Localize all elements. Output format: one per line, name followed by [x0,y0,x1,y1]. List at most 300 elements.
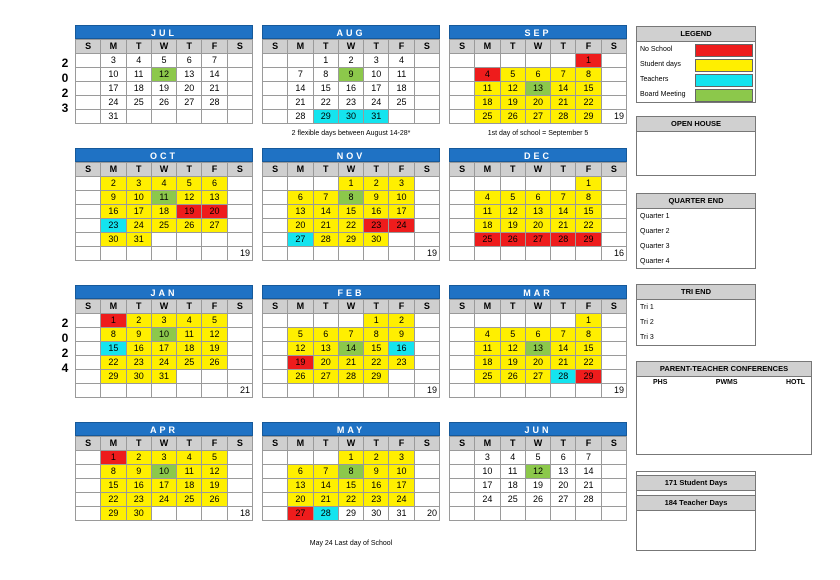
empty-day-cell [202,384,227,398]
day-cell: 22 [101,493,126,507]
day-cell: 1 [576,314,601,328]
month-table [75,436,253,521]
empty-day-cell [263,54,288,68]
empty-day-cell [76,247,101,261]
weekday-label: F [389,163,414,177]
day-cell: 26 [500,110,525,124]
day-cell: 16 [364,479,389,493]
week-row [263,328,440,342]
week-row [263,110,440,124]
week-row [263,493,440,507]
day-cell: 22 [576,96,601,110]
week-row [450,191,627,205]
empty-day-cell [76,465,101,479]
week-row [76,110,253,124]
day-cell: 16 [126,342,151,356]
week-row [76,384,253,398]
day-cell: 17 [389,205,414,219]
empty-day-cell [500,54,525,68]
day-cell: 12 [177,191,202,205]
empty-day-cell [601,177,626,191]
empty-day-cell [227,191,252,205]
week-row [263,479,440,493]
day-cell: 18 [126,82,151,96]
day-cell: 4 [500,451,525,465]
day-cell: 8 [364,328,389,342]
month-header: MAR [449,285,627,299]
day-cell: 4 [151,177,176,191]
weekday-label: T [313,163,338,177]
day-cell: 20 [525,356,550,370]
empty-day-cell [414,465,439,479]
empty-day-cell [76,110,101,124]
week-row [450,479,627,493]
day-cell: 25 [151,219,176,233]
week-row [450,110,627,124]
empty-day-cell [525,314,550,328]
empty-day-cell [76,191,101,205]
day-cell: 1 [313,54,338,68]
week-row [263,342,440,356]
day-cell: 11 [177,465,202,479]
empty-day-cell [227,493,252,507]
empty-day-cell [450,96,475,110]
month-jun [449,422,627,521]
day-cell: 6 [288,191,313,205]
empty-day-cell [500,177,525,191]
empty-day-cell [500,314,525,328]
empty-day-cell [450,68,475,82]
day-cell: 15 [364,342,389,356]
week-row [450,356,627,370]
day-cell: 11 [475,205,500,219]
day-cell: 15 [101,342,126,356]
empty-day-cell [227,177,252,191]
empty-day-cell [450,191,475,205]
weekday-label: F [576,163,601,177]
week-row [450,68,627,82]
day-cell: 17 [389,479,414,493]
empty-day-cell [126,247,151,261]
weekday-label: M [101,437,126,451]
empty-day-cell [151,233,176,247]
weekday-label: F [576,40,601,54]
day-cell: 5 [151,54,176,68]
week-row [76,465,253,479]
teacher-days-total: 184 Teacher Days [637,495,755,511]
empty-day-cell [414,493,439,507]
week-row [450,219,627,233]
empty-day-cell [450,507,475,521]
empty-day-cell [389,110,414,124]
empty-day-cell [101,384,126,398]
empty-day-cell [601,493,626,507]
empty-day-cell [263,479,288,493]
empty-day-cell [288,247,313,261]
month-may [262,422,440,521]
quarter-end-title: QUARTER END [637,194,755,209]
legend-item-no-school [637,42,755,57]
weekday-label: S [414,437,439,451]
empty-day-cell [263,493,288,507]
weekday-label: S [450,163,475,177]
day-cell: 24 [364,96,389,110]
empty-day-cell [601,191,626,205]
day-cell: 25 [177,356,202,370]
day-cell: 25 [475,370,500,384]
day-cell: 13 [525,205,550,219]
empty-day-cell [263,233,288,247]
day-cell: 2 [389,314,414,328]
day-cell: 18 [389,82,414,96]
legend-item-board-meeting [637,87,755,102]
day-cell: 28 [313,233,338,247]
empty-day-cell [450,356,475,370]
day-cell: 27 [525,110,550,124]
day-cell: 28 [551,370,576,384]
empty-day-cell [389,247,414,261]
week-row [76,82,253,96]
month-oct [75,148,253,261]
day-cell: 1 [101,314,126,328]
empty-day-cell [177,384,202,398]
month-mar [449,285,627,398]
empty-day-cell [227,328,252,342]
month-table [449,39,627,124]
weekday-label: S [227,300,252,314]
day-cell: 3 [126,177,151,191]
empty-day-cell [414,342,439,356]
day-cell: 19 [202,342,227,356]
legend-label: Board Meeting [640,91,686,98]
week-row [450,384,627,398]
empty-day-cell [450,342,475,356]
day-cell: 20 [551,479,576,493]
quarter-2: Quarter 2 [640,228,670,235]
year-digit: 0 [61,331,69,345]
weekday-label: M [288,300,313,314]
month-header: JUN [449,422,627,436]
empty-day-cell [500,507,525,521]
day-cell: 20 [525,96,550,110]
empty-day-cell [76,507,101,521]
day-cell: 14 [551,82,576,96]
day-cell: 6 [177,54,202,68]
weekday-label: W [338,40,363,54]
day-cell: 2 [338,54,363,68]
empty-day-cell [525,384,550,398]
day-cell: 12 [288,342,313,356]
day-cell: 4 [475,191,500,205]
day-cell: 18 [475,356,500,370]
week-row [76,233,253,247]
empty-day-cell [450,328,475,342]
week-row [76,507,253,521]
day-cell: 15 [338,479,363,493]
day-cell: 28 [551,233,576,247]
empty-day-cell [76,384,101,398]
week-row [263,96,440,110]
day-cell: 4 [126,54,151,68]
week-row [76,177,253,191]
empty-day-cell [601,54,626,68]
day-cell: 15 [101,479,126,493]
weekday-label: T [126,437,151,451]
day-count: 19 [227,247,252,261]
weekday-label: S [76,437,101,451]
empty-day-cell [414,54,439,68]
day-cell: 19 [500,96,525,110]
empty-day-cell [101,247,126,261]
day-cell: 23 [126,493,151,507]
note-september: 1st day of school = September 5 [487,130,589,137]
month-header: APR [75,422,253,436]
empty-day-cell [601,328,626,342]
week-row [450,314,627,328]
weekday-label: T [313,437,338,451]
day-cell: 29 [576,370,601,384]
day-count: 19 [601,110,626,124]
legend-swatch-red [695,44,753,57]
weekday-label: W [338,300,363,314]
day-count: 19 [414,384,439,398]
month-table [449,162,627,261]
day-cell: 20 [202,205,227,219]
legend-panel [636,26,756,103]
empty-day-cell [551,247,576,261]
week-row [263,54,440,68]
legend-swatch-cyan [695,74,753,87]
weekday-label: W [525,437,550,451]
weekday-label: F [389,437,414,451]
day-cell: 7 [288,68,313,82]
day-cell: 26 [500,233,525,247]
empty-day-cell [389,233,414,247]
day-cell: 5 [525,451,550,465]
weekday-label: T [177,300,202,314]
day-cell: 27 [177,96,202,110]
day-cell: 24 [389,493,414,507]
week-row [450,328,627,342]
month-table [262,299,440,398]
weekday-label: T [551,163,576,177]
weekday-header-row [76,437,253,451]
month-jan [75,285,253,398]
empty-day-cell [338,384,363,398]
day-cell: 1 [101,451,126,465]
day-cell: 30 [126,370,151,384]
tri-end-panel [636,284,756,346]
weekday-label: S [414,163,439,177]
weekday-label: S [76,163,101,177]
weekday-label: F [389,300,414,314]
empty-day-cell [263,177,288,191]
quarter-3: Quarter 3 [640,243,670,250]
day-cell: 5 [202,314,227,328]
weekday-label: T [126,40,151,54]
day-cell: 13 [551,465,576,479]
empty-day-cell [263,96,288,110]
day-cell: 22 [364,356,389,370]
empty-day-cell [601,219,626,233]
day-cell: 13 [525,342,550,356]
day-cell: 24 [101,96,126,110]
empty-day-cell [151,507,176,521]
day-cell: 21 [576,479,601,493]
day-cell: 10 [101,68,126,82]
weekday-label: T [364,40,389,54]
day-cell: 19 [151,82,176,96]
day-cell: 7 [551,68,576,82]
weekday-label: T [177,437,202,451]
empty-day-cell [414,451,439,465]
empty-day-cell [414,96,439,110]
empty-day-cell [177,110,202,124]
day-cell: 13 [202,191,227,205]
empty-day-cell [364,384,389,398]
day-cell: 22 [576,356,601,370]
day-cell: 3 [389,451,414,465]
week-row [263,507,440,521]
empty-day-cell [202,110,227,124]
weekday-label: S [601,300,626,314]
empty-day-cell [76,68,101,82]
day-cell: 19 [288,356,313,370]
tri-end-title: TRI END [637,285,755,300]
month-jul [75,25,253,124]
day-cell: 10 [364,68,389,82]
day-cell: 27 [202,219,227,233]
day-cell: 13 [288,205,313,219]
week-row [450,493,627,507]
empty-day-cell [227,479,252,493]
day-cell: 20 [525,219,550,233]
weekday-label: M [475,300,500,314]
day-cell: 8 [338,191,363,205]
month-aug [262,25,440,124]
empty-day-cell [601,82,626,96]
day-cell: 8 [101,328,126,342]
day-cell: 29 [576,110,601,124]
day-cell: 30 [126,507,151,521]
empty-day-cell [389,370,414,384]
day-cell: 28 [313,507,338,521]
day-cell: 12 [500,82,525,96]
empty-day-cell [227,451,252,465]
empty-day-cell [263,110,288,124]
day-cell: 1 [576,177,601,191]
empty-day-cell [76,342,101,356]
empty-day-cell [414,82,439,96]
note-august: 2 flexible days between August 14-28* [291,130,411,137]
weekday-label: M [475,40,500,54]
day-cell: 20 [288,219,313,233]
weekday-label: T [177,163,202,177]
weekday-label: F [202,300,227,314]
day-cell: 19 [500,219,525,233]
weekday-label: S [263,163,288,177]
empty-day-cell [551,54,576,68]
day-cell: 30 [338,110,363,124]
day-cell: 13 [313,342,338,356]
week-row [263,219,440,233]
day-cell: 23 [126,356,151,370]
empty-day-cell [227,54,252,68]
day-cell: 30 [101,233,126,247]
day-cell: 12 [202,328,227,342]
empty-day-cell [227,96,252,110]
day-cell: 26 [151,96,176,110]
day-cell: 17 [151,479,176,493]
weekday-label: W [525,300,550,314]
day-cell: 28 [551,110,576,124]
week-row [450,96,627,110]
weekday-header-row [263,437,440,451]
ptc-panel [636,361,812,455]
day-cell: 7 [202,54,227,68]
ptc-col-phs: PHS [653,379,668,386]
weekday-header-row [450,163,627,177]
weekday-header-row [450,300,627,314]
empty-day-cell [601,233,626,247]
month-header: MAY [262,422,440,436]
empty-day-cell [202,247,227,261]
weekday-label: S [450,300,475,314]
empty-day-cell [263,219,288,233]
weekday-label: W [151,300,176,314]
week-row [450,465,627,479]
day-cell: 23 [338,96,363,110]
week-row [450,247,627,261]
weekday-label: S [450,40,475,54]
empty-day-cell [525,507,550,521]
empty-day-cell [450,219,475,233]
empty-day-cell [76,314,101,328]
day-cell: 26 [177,219,202,233]
empty-day-cell [601,314,626,328]
day-cell: 2 [364,451,389,465]
empty-day-cell [76,205,101,219]
day-cell: 17 [475,479,500,493]
day-cell: 18 [177,342,202,356]
day-cell: 15 [338,205,363,219]
day-cell: 27 [288,233,313,247]
day-cell: 9 [126,328,151,342]
day-cell: 14 [338,342,363,356]
week-row [76,219,253,233]
empty-day-cell [414,177,439,191]
day-cell: 26 [202,493,227,507]
empty-day-cell [288,451,313,465]
weekday-label: T [551,40,576,54]
month-header: DEC [449,148,627,162]
weekday-label: W [338,437,363,451]
weekday-label: S [601,163,626,177]
day-cell: 27 [551,493,576,507]
week-row [76,356,253,370]
day-cell: 11 [475,82,500,96]
week-row [76,96,253,110]
weekday-label: S [450,437,475,451]
empty-day-cell [576,247,601,261]
day-cell: 18 [475,219,500,233]
empty-day-cell [601,465,626,479]
day-cell: 21 [338,356,363,370]
empty-day-cell [601,451,626,465]
day-cell: 18 [475,96,500,110]
empty-day-cell [227,314,252,328]
day-cell: 19 [525,479,550,493]
